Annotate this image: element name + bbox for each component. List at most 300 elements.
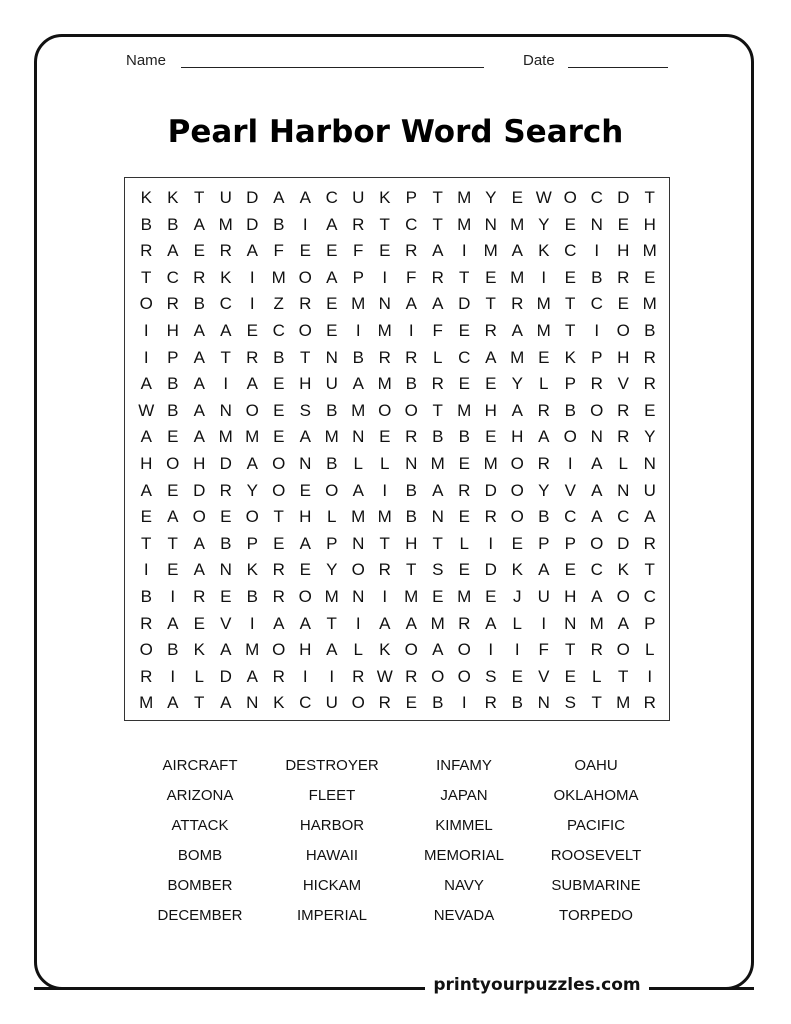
grid-letter[interactable]: E bbox=[273, 374, 285, 394]
grid-letter[interactable]: T bbox=[141, 267, 152, 287]
grid-letter[interactable]: M bbox=[642, 294, 657, 314]
grid-letter[interactable]: I bbox=[249, 267, 255, 287]
grid-letter[interactable]: D bbox=[484, 560, 497, 580]
grid-letter[interactable]: T bbox=[644, 560, 655, 580]
grid-letter[interactable]: A bbox=[538, 560, 550, 580]
grid-letter[interactable]: A bbox=[299, 427, 311, 447]
grid-letter[interactable]: R bbox=[617, 267, 630, 287]
grid-letter[interactable]: A bbox=[405, 294, 417, 314]
grid-letter[interactable]: P bbox=[564, 533, 576, 553]
grid-letter[interactable]: M bbox=[457, 214, 472, 234]
grid-letter[interactable]: O bbox=[272, 454, 286, 473]
grid-letter[interactable]: N bbox=[352, 587, 365, 606]
grid-letter[interactable]: R bbox=[643, 374, 656, 394]
grid-letter[interactable]: K bbox=[564, 347, 576, 367]
grid-letter[interactable]: M bbox=[351, 400, 366, 420]
grid-letter[interactable]: O bbox=[378, 400, 392, 420]
grid-letter[interactable]: M bbox=[616, 693, 631, 713]
grid-letter[interactable]: I bbox=[488, 640, 494, 660]
grid-letter[interactable]: E bbox=[140, 507, 152, 527]
grid-letter[interactable]: A bbox=[591, 454, 603, 473]
grid-letter[interactable]: L bbox=[353, 640, 363, 660]
grid-letter[interactable]: A bbox=[246, 454, 258, 473]
grid-letter[interactable]: A bbox=[379, 613, 391, 633]
grid-letter[interactable]: M bbox=[271, 267, 286, 287]
grid-letter[interactable]: K bbox=[140, 188, 152, 207]
grid-letter[interactable]: V bbox=[564, 480, 576, 500]
grid-letter[interactable]: H bbox=[643, 214, 656, 234]
grid-letter[interactable]: P bbox=[246, 533, 258, 553]
grid-letter[interactable]: M bbox=[589, 613, 604, 633]
grid-letter[interactable]: F bbox=[353, 241, 364, 261]
grid-letter[interactable]: M bbox=[642, 241, 657, 261]
name-field-line[interactable] bbox=[181, 67, 484, 68]
grid-letter[interactable]: M bbox=[457, 587, 472, 606]
grid-letter[interactable]: A bbox=[511, 241, 523, 261]
grid-letter[interactable]: W bbox=[535, 188, 552, 207]
grid-letter[interactable]: C bbox=[564, 241, 577, 261]
grid-letter[interactable]: A bbox=[591, 480, 603, 500]
grid-letter[interactable]: E bbox=[246, 321, 258, 340]
grid-letter[interactable]: L bbox=[380, 454, 390, 473]
grid-letter[interactable]: O bbox=[298, 321, 312, 340]
grid-letter[interactable]: I bbox=[382, 587, 388, 606]
grid-letter[interactable]: N bbox=[219, 400, 232, 420]
grid-letter[interactable]: E bbox=[617, 214, 629, 234]
grid-letter[interactable]: H bbox=[299, 507, 312, 527]
grid-letter[interactable]: W bbox=[376, 666, 393, 686]
grid-letter[interactable]: K bbox=[511, 560, 523, 580]
grid-letter[interactable]: U bbox=[325, 374, 338, 394]
grid-letter[interactable]: O bbox=[590, 400, 604, 420]
grid-letter[interactable]: R bbox=[484, 507, 497, 527]
grid-letter[interactable]: O bbox=[404, 400, 418, 420]
grid-letter[interactable]: U bbox=[352, 188, 365, 207]
grid-letter[interactable]: U bbox=[537, 587, 550, 606]
grid-letter[interactable]: E bbox=[538, 347, 550, 367]
grid-letter[interactable]: A bbox=[538, 427, 550, 447]
grid-letter[interactable]: A bbox=[220, 640, 232, 660]
grid-letter[interactable]: B bbox=[405, 507, 417, 527]
grid-letter[interactable]: R bbox=[378, 560, 391, 580]
grid-letter[interactable]: M bbox=[218, 214, 233, 234]
grid-letter[interactable]: H bbox=[617, 347, 630, 367]
grid-letter[interactable]: N bbox=[219, 560, 232, 580]
grid-letter[interactable]: E bbox=[273, 533, 285, 553]
grid-letter[interactable]: R bbox=[299, 294, 312, 314]
grid-letter[interactable]: E bbox=[405, 693, 417, 713]
grid-letter[interactable]: B bbox=[246, 587, 258, 606]
grid-letter[interactable]: E bbox=[485, 267, 497, 287]
grid-letter[interactable]: N bbox=[378, 294, 391, 314]
grid-letter[interactable]: R bbox=[537, 454, 550, 473]
grid-letter[interactable]: A bbox=[140, 480, 152, 500]
grid-letter[interactable]: N bbox=[643, 454, 656, 473]
grid-letter[interactable]: M bbox=[377, 374, 392, 394]
grid-letter[interactable]: T bbox=[565, 294, 576, 314]
grid-letter[interactable]: A bbox=[140, 427, 152, 447]
grid-letter[interactable]: Y bbox=[644, 427, 656, 447]
grid-letter[interactable]: K bbox=[167, 188, 179, 207]
grid-letter[interactable]: T bbox=[141, 533, 152, 553]
grid-letter[interactable]: C bbox=[590, 560, 603, 580]
grid-letter[interactable]: A bbox=[511, 400, 523, 420]
grid-letter[interactable]: M bbox=[510, 214, 525, 234]
grid-letter[interactable]: D bbox=[219, 666, 232, 686]
grid-letter[interactable]: R bbox=[193, 587, 206, 606]
grid-letter[interactable]: O bbox=[192, 507, 206, 527]
grid-letter[interactable]: B bbox=[220, 533, 232, 553]
grid-letter[interactable]: O bbox=[272, 640, 286, 660]
grid-letter[interactable]: T bbox=[379, 533, 390, 553]
grid-letter[interactable]: A bbox=[193, 400, 205, 420]
grid-letter[interactable]: B bbox=[432, 427, 444, 447]
grid-letter[interactable]: N bbox=[590, 214, 603, 234]
grid-letter[interactable]: A bbox=[299, 533, 311, 553]
grid-letter[interactable]: A bbox=[485, 613, 497, 633]
grid-letter[interactable]: M bbox=[510, 267, 525, 287]
grid-letter[interactable]: T bbox=[406, 560, 417, 580]
grid-letter[interactable]: B bbox=[538, 507, 550, 527]
grid-letter[interactable]: E bbox=[564, 267, 576, 287]
grid-letter[interactable]: O bbox=[510, 454, 524, 473]
grid-letter[interactable]: I bbox=[567, 454, 573, 473]
grid-letter[interactable]: E bbox=[564, 666, 576, 686]
grid-letter[interactable]: E bbox=[299, 560, 311, 580]
grid-letter[interactable]: B bbox=[405, 480, 417, 500]
grid-letter[interactable]: D bbox=[246, 188, 259, 207]
grid-letter[interactable]: O bbox=[616, 640, 630, 660]
grid-letter[interactable]: A bbox=[193, 533, 205, 553]
grid-letter[interactable]: K bbox=[220, 267, 232, 287]
grid-letter[interactable]: H bbox=[564, 587, 577, 606]
grid-letter[interactable]: Y bbox=[246, 480, 258, 500]
grid-letter[interactable]: E bbox=[564, 560, 576, 580]
grid-letter[interactable]: A bbox=[193, 374, 205, 394]
grid-letter[interactable]: I bbox=[461, 693, 467, 713]
grid-letter[interactable]: R bbox=[140, 241, 153, 261]
grid-letter[interactable]: R bbox=[617, 427, 630, 447]
grid-letter[interactable]: V bbox=[538, 666, 550, 686]
grid-letter[interactable]: E bbox=[511, 188, 523, 207]
grid-letter[interactable]: N bbox=[484, 214, 497, 234]
grid-letter[interactable]: B bbox=[432, 693, 444, 713]
grid-letter[interactable]: H bbox=[193, 454, 206, 473]
grid-letter[interactable]: R bbox=[431, 267, 444, 287]
grid-letter[interactable]: E bbox=[273, 400, 285, 420]
grid-letter[interactable]: U bbox=[643, 480, 656, 500]
grid-letter[interactable]: B bbox=[273, 214, 285, 234]
grid-letter[interactable]: P bbox=[167, 347, 179, 367]
grid-letter[interactable]: T bbox=[167, 533, 178, 553]
grid-letter[interactable]: R bbox=[643, 533, 656, 553]
grid-letter[interactable]: R bbox=[617, 400, 630, 420]
grid-letter[interactable]: U bbox=[325, 693, 338, 713]
grid-letter[interactable]: I bbox=[541, 613, 547, 633]
grid-letter[interactable]: T bbox=[194, 693, 205, 713]
grid-letter[interactable]: C bbox=[219, 294, 232, 314]
grid-letter[interactable]: E bbox=[458, 374, 470, 394]
grid-letter[interactable]: A bbox=[193, 560, 205, 580]
grid-letter[interactable]: T bbox=[565, 321, 576, 340]
grid-letter[interactable]: A bbox=[220, 321, 232, 340]
grid-letter[interactable]: L bbox=[618, 454, 628, 473]
grid-letter[interactable]: A bbox=[511, 321, 523, 340]
grid-letter[interactable]: U bbox=[219, 188, 232, 207]
grid-letter[interactable]: S bbox=[299, 400, 311, 420]
grid-letter[interactable]: R bbox=[140, 666, 153, 686]
grid-letter[interactable]: L bbox=[512, 613, 522, 633]
grid-letter[interactable]: M bbox=[483, 241, 498, 261]
grid-letter[interactable]: T bbox=[300, 347, 311, 367]
grid-letter[interactable]: H bbox=[405, 533, 418, 553]
grid-letter[interactable]: R bbox=[405, 241, 418, 261]
grid-letter[interactable]: W bbox=[138, 400, 155, 420]
grid-letter[interactable]: S bbox=[564, 693, 576, 713]
grid-letter[interactable]: R bbox=[484, 321, 497, 340]
grid-letter[interactable]: A bbox=[485, 347, 497, 367]
grid-letter[interactable]: B bbox=[273, 347, 285, 367]
grid-letter[interactable]: I bbox=[461, 241, 467, 261]
grid-letter[interactable]: L bbox=[433, 347, 443, 367]
grid-letter[interactable]: O bbox=[245, 507, 259, 527]
grid-letter[interactable]: F bbox=[538, 640, 549, 660]
grid-letter[interactable]: I bbox=[382, 480, 388, 500]
grid-letter[interactable]: O bbox=[563, 427, 577, 447]
grid-letter[interactable]: B bbox=[140, 214, 152, 234]
grid-letter[interactable]: T bbox=[591, 693, 602, 713]
grid-letter[interactable]: E bbox=[167, 427, 179, 447]
grid-letter[interactable]: P bbox=[644, 613, 656, 633]
grid-letter[interactable]: O bbox=[616, 587, 630, 606]
grid-letter[interactable]: O bbox=[431, 666, 445, 686]
grid-letter[interactable]: K bbox=[617, 560, 629, 580]
grid-letter[interactable]: P bbox=[326, 533, 338, 553]
grid-letter[interactable]: N bbox=[352, 427, 365, 447]
grid-letter[interactable]: B bbox=[644, 321, 656, 340]
grid-letter[interactable]: N bbox=[405, 454, 418, 473]
grid-letter[interactable]: C bbox=[405, 214, 418, 234]
grid-letter[interactable]: E bbox=[485, 587, 497, 606]
grid-letter[interactable]: K bbox=[273, 693, 285, 713]
grid-letter[interactable]: E bbox=[326, 294, 338, 314]
grid-letter[interactable]: A bbox=[326, 640, 338, 660]
grid-letter[interactable]: A bbox=[246, 241, 258, 261]
grid-letter[interactable]: C bbox=[590, 188, 603, 207]
grid-letter[interactable]: N bbox=[564, 613, 577, 633]
grid-letter[interactable]: O bbox=[166, 454, 180, 473]
grid-letter[interactable]: C bbox=[299, 693, 312, 713]
grid-letter[interactable]: A bbox=[273, 188, 285, 207]
grid-letter[interactable]: L bbox=[592, 666, 602, 686]
grid-letter[interactable]: M bbox=[430, 454, 445, 473]
grid-letter[interactable]: A bbox=[246, 666, 258, 686]
grid-letter[interactable]: D bbox=[617, 533, 630, 553]
grid-letter[interactable]: A bbox=[220, 693, 232, 713]
grid-letter[interactable]: E bbox=[485, 427, 497, 447]
grid-letter[interactable]: A bbox=[352, 480, 364, 500]
grid-letter[interactable]: I bbox=[488, 533, 494, 553]
grid-letter[interactable]: T bbox=[644, 188, 655, 207]
grid-letter[interactable]: M bbox=[377, 507, 392, 527]
grid-letter[interactable]: C bbox=[325, 188, 338, 207]
grid-letter[interactable]: M bbox=[457, 400, 472, 420]
grid-letter[interactable]: H bbox=[140, 454, 153, 473]
grid-letter[interactable]: R bbox=[166, 294, 179, 314]
grid-letter[interactable]: N bbox=[431, 507, 444, 527]
grid-letter[interactable]: O bbox=[351, 693, 365, 713]
grid-letter[interactable]: B bbox=[564, 400, 576, 420]
grid-letter[interactable]: E bbox=[432, 587, 444, 606]
grid-letter[interactable]: E bbox=[220, 507, 232, 527]
grid-letter[interactable]: I bbox=[143, 347, 149, 367]
grid-letter[interactable]: R bbox=[511, 294, 524, 314]
grid-letter[interactable]: A bbox=[432, 294, 444, 314]
grid-letter[interactable]: L bbox=[645, 640, 655, 660]
grid-letter[interactable]: H bbox=[511, 427, 524, 447]
grid-letter[interactable]: O bbox=[351, 560, 365, 580]
grid-letter[interactable]: R bbox=[352, 666, 365, 686]
grid-letter[interactable]: F bbox=[432, 321, 443, 340]
grid-letter[interactable]: I bbox=[170, 666, 176, 686]
grid-letter[interactable]: A bbox=[352, 374, 364, 394]
grid-letter[interactable]: R bbox=[431, 374, 444, 394]
grid-letter[interactable]: E bbox=[644, 267, 656, 287]
grid-letter[interactable]: T bbox=[565, 640, 576, 660]
grid-letter[interactable]: T bbox=[485, 294, 496, 314]
grid-letter[interactable]: D bbox=[484, 480, 497, 500]
grid-letter[interactable]: M bbox=[536, 321, 551, 340]
grid-letter[interactable]: R bbox=[272, 587, 285, 606]
grid-letter[interactable]: P bbox=[352, 267, 364, 287]
grid-letter[interactable]: M bbox=[324, 587, 339, 606]
grid-letter[interactable]: B bbox=[193, 294, 205, 314]
grid-letter[interactable]: B bbox=[140, 587, 152, 606]
grid-letter[interactable]: O bbox=[325, 480, 339, 500]
grid-letter[interactable]: E bbox=[644, 400, 656, 420]
grid-letter[interactable]: O bbox=[590, 533, 604, 553]
grid-letter[interactable]: E bbox=[273, 427, 285, 447]
grid-letter[interactable]: T bbox=[379, 214, 390, 234]
grid-letter[interactable]: R bbox=[405, 347, 418, 367]
grid-letter[interactable]: A bbox=[246, 374, 258, 394]
grid-letter[interactable]: O bbox=[139, 640, 153, 660]
grid-letter[interactable]: E bbox=[220, 587, 232, 606]
grid-letter[interactable]: M bbox=[245, 427, 260, 447]
grid-letter[interactable]: B bbox=[326, 400, 338, 420]
grid-letter[interactable]: B bbox=[167, 400, 179, 420]
grid-letter[interactable]: M bbox=[351, 294, 366, 314]
grid-letter[interactable]: O bbox=[404, 640, 418, 660]
grid-letter[interactable]: R bbox=[272, 560, 285, 580]
grid-letter[interactable]: D bbox=[617, 188, 630, 207]
grid-letter[interactable]: C bbox=[564, 507, 577, 527]
grid-letter[interactable]: O bbox=[457, 640, 471, 660]
grid-letter[interactable]: A bbox=[167, 613, 179, 633]
grid-letter[interactable]: B bbox=[352, 347, 364, 367]
grid-letter[interactable]: R bbox=[140, 613, 153, 633]
grid-letter[interactable]: R bbox=[272, 666, 285, 686]
grid-letter[interactable]: I bbox=[143, 560, 149, 580]
grid-letter[interactable]: N bbox=[590, 427, 603, 447]
grid-letter[interactable]: L bbox=[327, 507, 337, 527]
grid-letter[interactable]: E bbox=[511, 533, 523, 553]
grid-letter[interactable]: R bbox=[484, 693, 497, 713]
grid-letter[interactable]: R bbox=[352, 214, 365, 234]
grid-letter[interactable]: E bbox=[326, 241, 338, 261]
grid-letter[interactable]: D bbox=[246, 214, 259, 234]
grid-letter[interactable]: P bbox=[591, 347, 603, 367]
grid-letter[interactable]: I bbox=[355, 613, 361, 633]
grid-letter[interactable]: O bbox=[616, 321, 630, 340]
grid-letter[interactable]: E bbox=[458, 560, 470, 580]
grid-letter[interactable]: N bbox=[246, 693, 259, 713]
grid-letter[interactable]: I bbox=[594, 321, 600, 340]
grid-letter[interactable]: Y bbox=[538, 480, 550, 500]
grid-letter[interactable]: Y bbox=[511, 374, 523, 394]
grid-letter[interactable]: M bbox=[483, 454, 498, 473]
grid-letter[interactable]: N bbox=[537, 693, 550, 713]
grid-letter[interactable]: M bbox=[245, 640, 260, 660]
grid-letter[interactable]: T bbox=[194, 188, 205, 207]
grid-letter[interactable]: R bbox=[378, 693, 391, 713]
grid-letter[interactable]: V bbox=[617, 374, 629, 394]
date-field-line[interactable] bbox=[568, 67, 668, 68]
grid-letter[interactable]: A bbox=[299, 613, 311, 633]
grid-letter[interactable]: A bbox=[193, 214, 205, 234]
grid-letter[interactable]: E bbox=[193, 613, 205, 633]
grid-letter[interactable]: D bbox=[219, 454, 232, 473]
grid-letter[interactable]: R bbox=[590, 640, 603, 660]
grid-letter[interactable]: R bbox=[219, 241, 232, 261]
grid-letter[interactable]: K bbox=[193, 640, 205, 660]
grid-letter[interactable]: R bbox=[458, 480, 471, 500]
grid-letter[interactable]: R bbox=[643, 347, 656, 367]
grid-letter[interactable]: Y bbox=[538, 214, 550, 234]
grid-letter[interactable]: Y bbox=[485, 188, 497, 207]
grid-letter[interactable]: O bbox=[272, 480, 286, 500]
grid-letter[interactable]: E bbox=[485, 374, 497, 394]
grid-letter[interactable]: B bbox=[326, 454, 338, 473]
grid-letter[interactable]: A bbox=[432, 480, 444, 500]
grid-letter[interactable]: E bbox=[167, 560, 179, 580]
grid-letter[interactable]: I bbox=[514, 640, 520, 660]
grid-letter[interactable]: O bbox=[510, 480, 524, 500]
grid-letter[interactable]: A bbox=[326, 214, 338, 234]
grid-letter[interactable]: A bbox=[273, 613, 285, 633]
grid-letter[interactable]: E bbox=[458, 454, 470, 473]
grid-letter[interactable]: E bbox=[299, 241, 311, 261]
grid-letter[interactable]: D bbox=[193, 480, 206, 500]
grid-letter[interactable]: F bbox=[273, 241, 284, 261]
grid-letter[interactable]: O bbox=[510, 507, 524, 527]
grid-letter[interactable]: T bbox=[273, 507, 284, 527]
grid-letter[interactable]: T bbox=[432, 400, 443, 420]
grid-letter[interactable]: E bbox=[326, 321, 338, 340]
grid-letter[interactable]: M bbox=[377, 321, 392, 340]
grid-letter[interactable]: B bbox=[511, 693, 523, 713]
grid-letter[interactable]: M bbox=[457, 188, 472, 207]
grid-letter[interactable]: A bbox=[193, 347, 205, 367]
grid-letter[interactable]: E bbox=[458, 321, 470, 340]
grid-letter[interactable]: P bbox=[538, 533, 550, 553]
grid-letter[interactable]: A bbox=[326, 267, 338, 287]
grid-letter[interactable]: O bbox=[298, 267, 312, 287]
grid-letter[interactable]: T bbox=[220, 347, 231, 367]
grid-letter[interactable]: S bbox=[432, 560, 444, 580]
grid-letter[interactable]: S bbox=[485, 666, 497, 686]
grid-letter[interactable]: H bbox=[299, 374, 312, 394]
